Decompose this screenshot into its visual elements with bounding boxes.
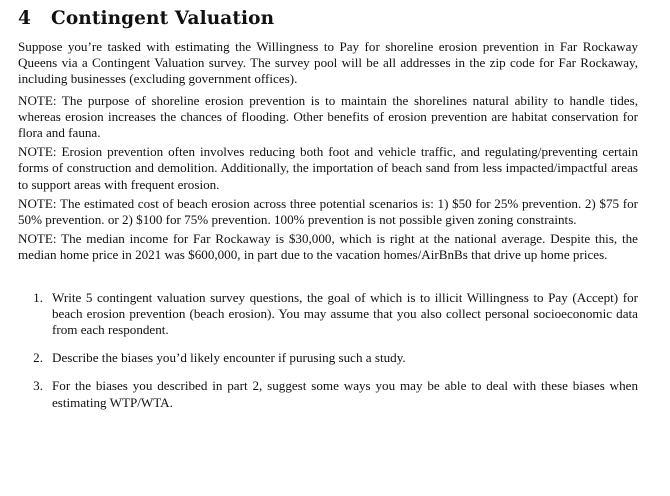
section-title: Contingent Valuation — [51, 8, 275, 29]
question-item — [18, 290, 638, 339]
note-paragraph-purpose: NOTE: The purpose of shoreline erosion prevention is to maintain the shorelines natural ability to handle tides, whereas erosion increases the chances of flooding. Other benefits of erosion prevention are habitat conservation for flora and fauna. — [18, 92, 638, 141]
question-number: 2. — [33, 350, 43, 366]
intro-paragraph: Suppose you’re tasked with estimating the Willingness to Pay for shoreline erosion prevention in Far Rockaway Queens via a Contingent Valuation survey. The survey pool will be all addresses in the zip code for Far Rockaway, including businesses (excluding government offices). — [18, 39, 638, 87]
question-item — [18, 378, 638, 410]
note-paragraph-median-income: NOTE: The median income for Far Rockaway is $30,000, which is right at the national average. Despite this, the median home price in 2021 was $600,000, in part due to the vacation homes/AirBnBs that drive up home prices. — [18, 231, 638, 263]
note-paragraph-prevention-methods: NOTE: Erosion prevention often involves reducing both foot and vehicle traffic, and regulating/preventing certain forms of construction and demolition. Additionally, the importation of beach sand from less impacted/impactful areas to support areas with frequent erosion. — [18, 144, 638, 192]
question-text: For the biases you described in part 2, suggest some ways you may be able to deal with these biases when estimating WTP/WTA. — [52, 378, 638, 410]
question-number: 3. — [33, 378, 43, 394]
question-text: Describe the biases you’d likely encounter if purusing such a study. — [52, 350, 406, 366]
question-item — [18, 350, 638, 366]
section-number: 4 — [18, 8, 31, 29]
question-number: 1. — [33, 289, 43, 305]
question-text: Write 5 contingent valuation survey questions, the goal of which is to illicit Willingness to Pay (Accept) for beach erosion prevention (beach erosion). You may assume that you also collect personal socioeconomic data from each respondent. — [52, 289, 638, 338]
question-list — [18, 290, 638, 411]
section-heading — [18, 8, 638, 29]
note-paragraph-cost-scenarios: NOTE: The estimated cost of beach erosion across three potential scenarios is: 1) $50 for 25% prevention. 2) $75 for 50% prevention. or 2) $100 for 75% prevention. 100% prevention is not possible given zoning constraints. — [18, 195, 638, 228]
document-page — [18, 8, 638, 423]
